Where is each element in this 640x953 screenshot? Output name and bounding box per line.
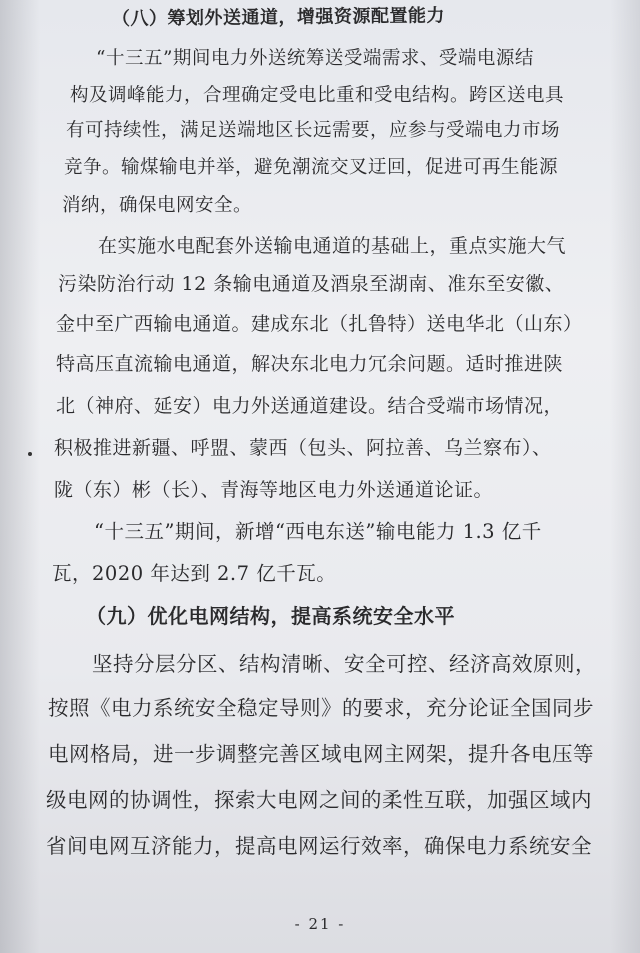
paragraph-line: 在实施水电配套外送输电通道的基础上，重点实施大气 — [98, 235, 567, 257]
paragraph-line: 竞争。输煤输电并举，避免潮流交叉迂回，促进可再生能源 — [64, 157, 559, 178]
paragraph-line: “十三五”期间，新增“西电东送”输电能力 1.3 亿千 — [94, 520, 542, 543]
paragraph-line: 按照《电力系统安全稳定导则》的要求，充分论证全国同步 — [48, 696, 594, 720]
margin-dot — [28, 452, 32, 456]
page-number: - 21 - — [294, 915, 346, 933]
paragraph-line: 瓦，2020 年达到 2.7 亿千瓦。 — [52, 562, 337, 585]
paragraph-line: 积极推进新疆、呼盟、蒙西（包头、阿拉善、乌兰察布）、 — [54, 437, 552, 459]
page-edge-shadow-left — [0, 0, 40, 953]
paragraph-line: “十三五”期间电力外送统筹送受端需求、受端电源结 — [96, 48, 534, 69]
paragraph-line: 金中至广西输电通道。建成东北（扎鲁特）送电华北（山东） — [56, 313, 583, 335]
paragraph-line: 省间电网互济能力，提高电网运行效率，确保电力系统安全 — [46, 834, 592, 858]
paragraph-line: 消纳，确保电网安全。 — [62, 195, 253, 216]
section-8-heading: （八）筹划外送通道，增强资源配置能力 — [111, 5, 446, 30]
paragraph-line: 陇（东）彬（长）、青海等地区电力外送通道论证。 — [54, 479, 494, 501]
page-edge-shadow-right — [610, 0, 640, 953]
paragraph-line: 坚持分层分区、结构清晰、安全可控、经济高效原则， — [92, 652, 596, 676]
paragraph-line: 级电网的协调性，探索大电网之间的柔性互联，加强区域内 — [46, 788, 592, 812]
paragraph-line: 有可持续性，满足送端地区长远需要，应参与受端电力市场 — [66, 120, 561, 141]
section-9-heading: （九）优化电网结构，提高系统安全水平 — [86, 604, 455, 628]
paragraph-line: 电网格局，进一步调整完善区域电网主网架，提升各电压等 — [48, 742, 594, 766]
paragraph-line: 特高压直流输电通道，解决东北电力冗余问题。适时推进陕 — [56, 353, 564, 375]
paragraph-line: 构及调峰能力，合理确定受电比重和受电结构。跨区送电具 — [70, 85, 565, 106]
paragraph-line: 北（神府、延安）电力外送通道建设。结合受端市场情况， — [56, 395, 564, 417]
paragraph-line: 污染防治行动 12 条输电通道及酒泉至湖南、准东至安徽、 — [58, 273, 565, 295]
